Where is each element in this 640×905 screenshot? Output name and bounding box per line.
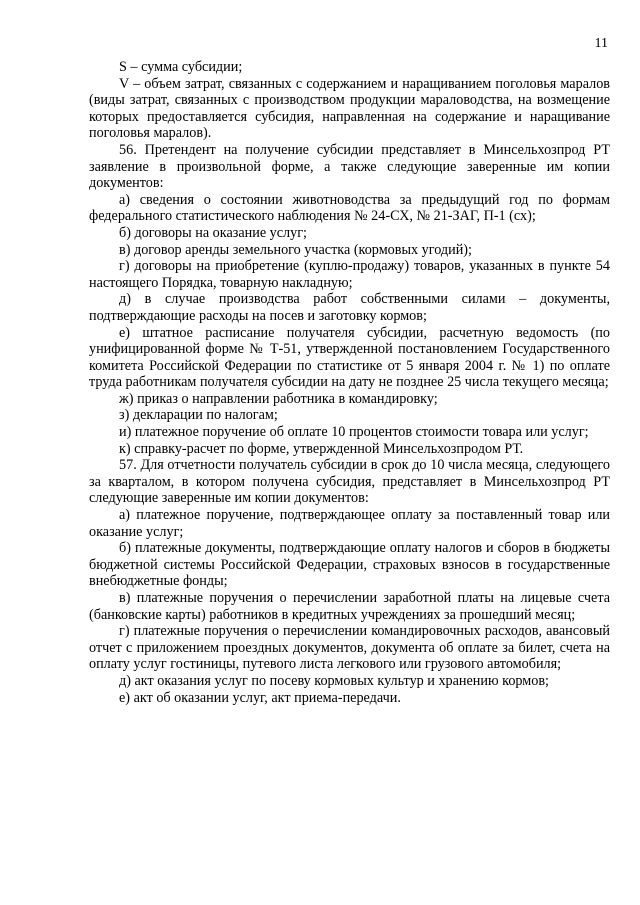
paragraph: а) платежное поручение, подтверждающее оплату за поставленный товар или оказание услуг; xyxy=(89,507,610,540)
paragraph: ж) приказ о направлении работника в командировку; xyxy=(119,390,438,407)
paragraph: в) платежные поручения о перечислении заработной платы на лицевые счета (банковские карты) работников в кредитных учреждениях за прошедший месяц; xyxy=(89,590,610,623)
paragraph: г) договоры на приобретение (куплю-продажу) товаров, указанных в пункте 54 настоящего Порядка, товарную накладную; xyxy=(89,258,610,291)
paragraph: и) платежное поручение об оплате 10 процентов стоимости товара или услуг; xyxy=(119,424,589,441)
paragraph: г) платежные поручения о перечислении командировочных расходов, авансовый отчет с приложением проездных документов, документа об оплате за билет, счета на оплату услуг гостиницы, путевого листа легкового или грузового автомобиля; xyxy=(89,623,610,673)
paragraph: б) платежные документы, подтверждающие оплату налогов и сборов в бюджеты бюджетной системы Российской Федерации, страховых взносов в государственные внебюджетные фонды; xyxy=(89,540,610,590)
paragraph: к) справку-расчет по форме, утвержденной Минсельхозпродом РТ. xyxy=(119,440,524,457)
paragraph: S – сумма субсидии; xyxy=(119,59,243,75)
paragraph: а) сведения о состоянии животноводства за предыдущий год по формам федерального статистического наблюдения № 24-СХ, № 21-ЗАГ, П-1 (сх); xyxy=(89,191,610,225)
paragraph: е) акт об оказании услуг, акт приема-передачи. xyxy=(119,689,401,706)
paragraph: з) декларации по налогам; xyxy=(119,407,278,424)
page-number: 11 xyxy=(594,36,608,51)
paragraph: д) в случае производства работ собственными силами – документы, подтверждающие расходы на посев и заготовку кормов; xyxy=(89,291,610,324)
paragraph: б) договоры на оказание услуг; xyxy=(119,224,307,241)
document-body xyxy=(89,59,610,706)
paragraph: V – объем затрат, связанных с содержанием и наращиванием поголовья маралов (виды затрат, связанных с производством продукции мараловодства, на возмещение которых предоставляется субсидия, направленная на содержание и наращивание поголовья маралов). xyxy=(89,75,610,142)
paragraph: д) акт оказания услуг по посеву кормовых культур и хранению кормов; xyxy=(119,672,549,689)
paragraph: е) штатное расписание получателя субсидии, расчетную ведомость (по унифицированной форме № Т-51, утвержденной постановлением Государственного комитета Российской Федерации по статистике от 5 января 2004 г. № 1) по оплате труда работникам получателя субсидии на дату не позднее 25 числа текущего месяца; xyxy=(89,324,610,391)
paragraph: в) договор аренды земельного участка (кормовых угодий); xyxy=(119,241,472,258)
paragraph: 56. Претендент на получение субсидии представляет в Минсельхозпрод РТ заявление в произвольной форме, а также следующие заверенные им копии документов: xyxy=(89,141,610,192)
paragraph: 57. Для отчетности получатель субсидии в срок до 10 числа месяца, следующего за кварталом, в котором получена субсидия, представляет в Минсельхозпрод РТ следующие заверенные им копии документов: xyxy=(89,457,610,507)
